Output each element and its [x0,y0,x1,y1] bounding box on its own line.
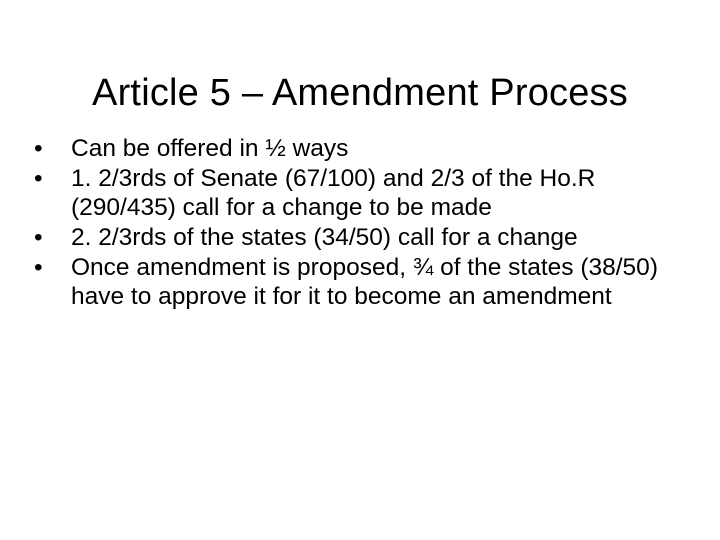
bullet-marker: • [34,224,43,251]
bullet-item [34,164,694,222]
bullet-text: 2. 2/3rds of the states (34/50) call for a change [71,224,578,251]
bullet-item [34,253,694,311]
bullet-item [34,223,694,252]
bullet-text: 1. 2/3rds of Senate (67/100) and 2/3 of the Ho.R (290/435) call for a change to be made [71,165,596,221]
bullet-marker: • [34,135,43,162]
bullet-text: Can be offered in ½ ways [71,135,349,162]
slide-title: Article 5 – Amendment Process [92,72,628,115]
bullet-text: Once amendment is proposed, ¾ of the states (38/50) have to approve it for it to become an amendment [71,254,658,310]
bullet-marker: • [34,165,43,192]
bullet-list [34,134,694,312]
bullet-item [34,134,694,163]
bullet-marker: • [34,254,43,281]
